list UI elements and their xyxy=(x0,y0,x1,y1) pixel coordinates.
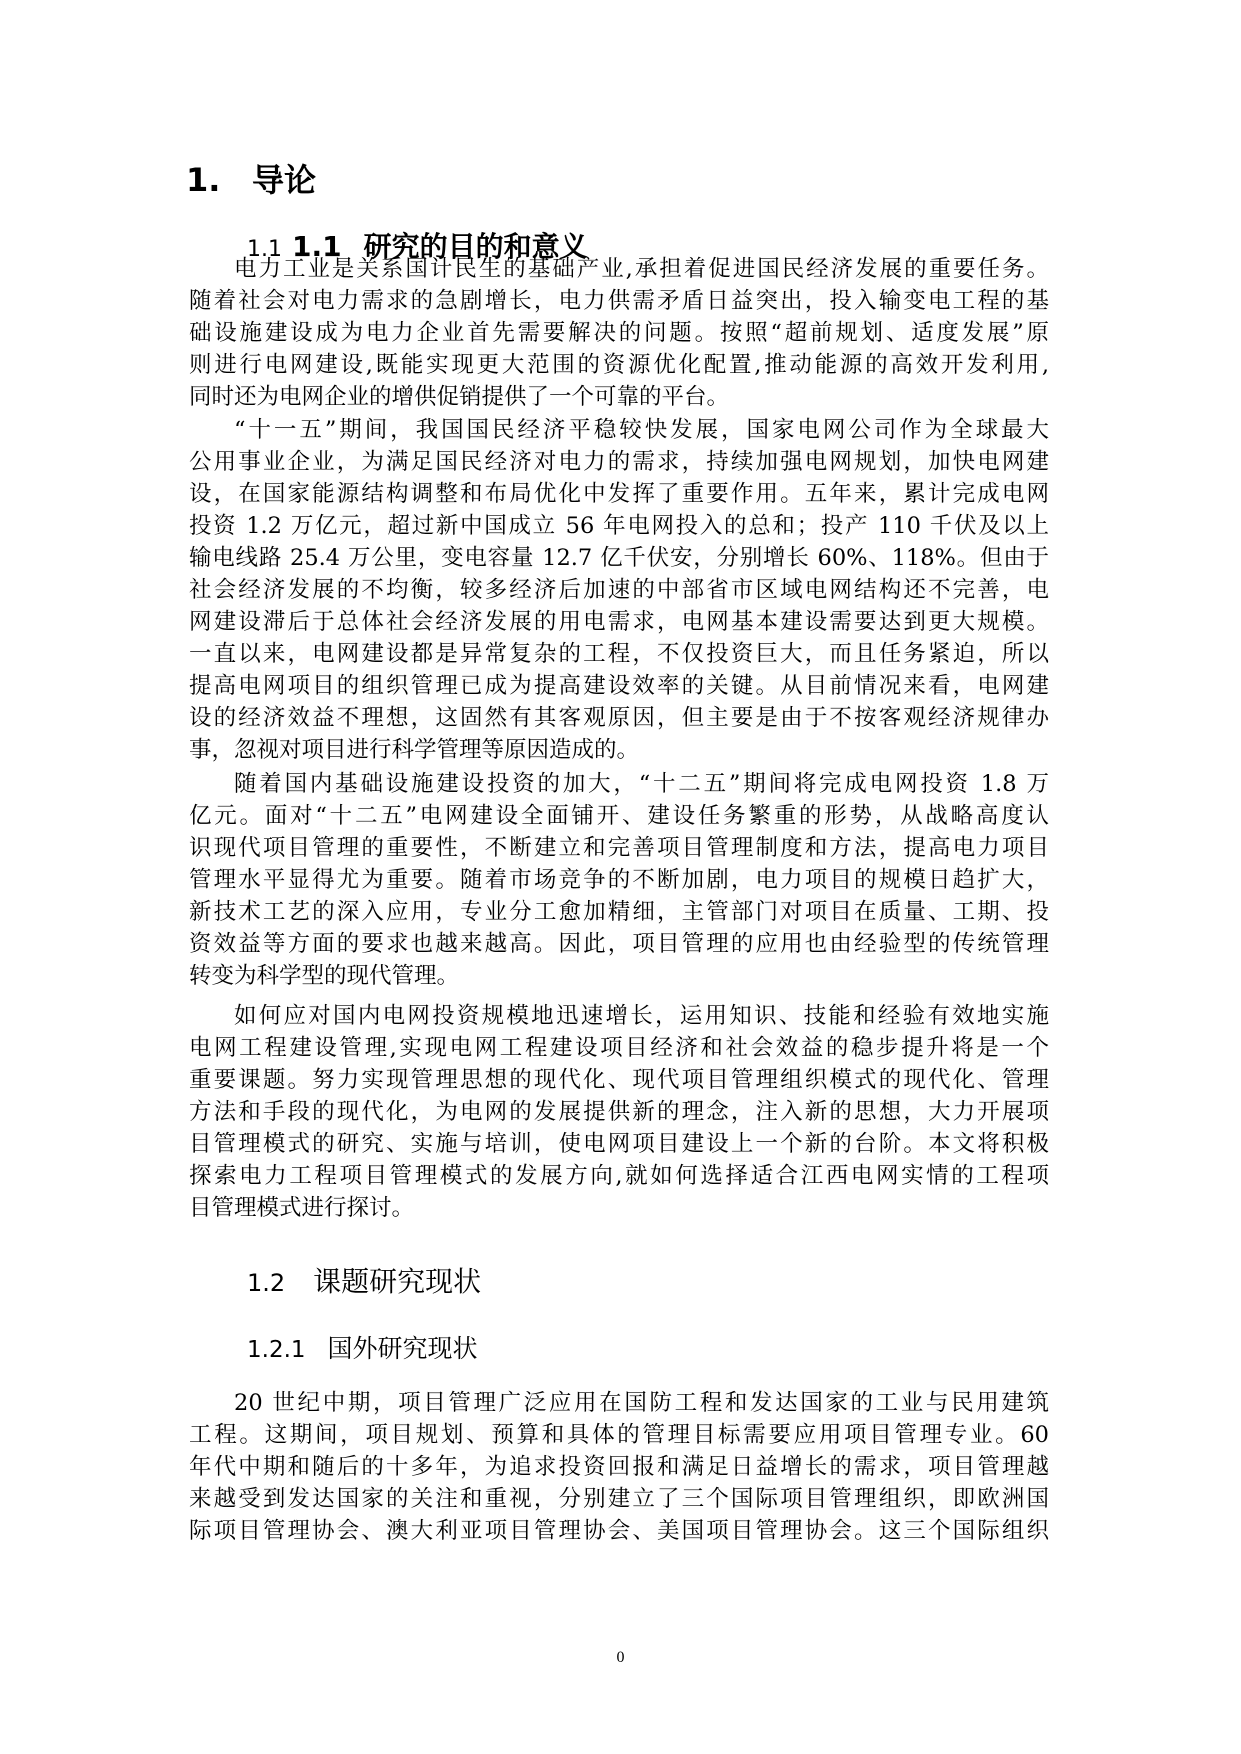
section-heading-1-2 xyxy=(247,1264,481,1301)
text-line: 亿元。面对“十二五”电网建设全面铺开、建设任务繁重的形势，从战略高度认 xyxy=(189,803,1049,829)
text-line: 社会经济发展的不均衡，较多经济后加速的中部省市区域电网结构还不完善，电 xyxy=(189,577,1049,603)
subsection-number: 1.2.1 xyxy=(247,1337,306,1363)
section-title: 课题研究现状 xyxy=(313,1265,482,1298)
text-line: 同时还为电网企业的增供促销提供了一个可靠的平台。 xyxy=(189,384,730,410)
text-line: 公用事业企业，为满足国民经济对电力的需求，持续加强电网规划，加快电网建 xyxy=(189,449,1049,475)
text-line: 电力工业是关系国计民生的基础产业,承担着促进国民经济发展的重要任务。 xyxy=(234,256,1049,282)
text-line: 资效益等方面的要求也越来越高。因此，项目管理的应用也由经验型的传统管理 xyxy=(189,931,1049,957)
subsection-title: 国外研究现状 xyxy=(327,1334,478,1363)
page-number: 0 xyxy=(616,1649,625,1666)
text-line: 随着社会对电力需求的急剧增长，电力供需矛盾日益突出，投入输变电工程的基 xyxy=(189,288,1049,314)
chapter-title: 导论 xyxy=(252,161,317,199)
text-line: 工程。这期间，项目规划、预算和具体的管理目标需要应用项目管理专业。60 xyxy=(189,1422,1049,1448)
subsection-heading-1-2-1 xyxy=(247,1332,478,1367)
text-line: 网建设滞后于总体社会经济发展的用电需求，电网基本建设需要达到更大规模。 xyxy=(189,609,1049,635)
text-line: 输电线路 25.4 万公里，变电容量 12.7 亿千伏安，分别增长 60%、118%。但由于 xyxy=(189,545,1049,571)
text-line: 年代中期和随后的十多年，为追求投资回报和满足日益增长的需求，项目管理越 xyxy=(189,1454,1049,1480)
text-line: 提高电网项目的组织管理已成为提高建设效率的关键。从目前情况来看，电网建 xyxy=(189,673,1049,699)
text-line: 事，忽视对项目进行科学管理等原因造成的。 xyxy=(189,737,640,763)
paragraph xyxy=(189,1000,1049,1224)
text-line: 重要课题。努力实现管理思想的现代化、现代项目管理组织模式的现代化、管理 xyxy=(189,1067,1049,1093)
paragraph xyxy=(189,253,1049,413)
text-line: 电网工程建设管理,实现电网工程建设项目经济和社会效益的稳步提升将是一个 xyxy=(189,1035,1049,1061)
text-line: 20 世纪中期，项目管理广泛应用在国防工程和发达国家的工业与民用建筑 xyxy=(234,1390,1049,1416)
chapter-number: 1. xyxy=(186,161,221,199)
paragraph xyxy=(189,414,1049,766)
section-prefix: 1.1 xyxy=(247,237,282,262)
section-number: 1.2 xyxy=(247,1269,286,1297)
text-line: 转变为科学型的现代管理。 xyxy=(189,963,460,989)
text-line: 方法和手段的现代化，为电网的发展提供新的理念，注入新的思想，大力开展项 xyxy=(189,1099,1049,1125)
text-line: 来越受到发达国家的关注和重视，分别建立了三个国际项目管理组织，即欧洲国 xyxy=(189,1486,1049,1512)
text-line: 投资 1.2 万亿元，超过新中国成立 56 年电网投入的总和；投产 110 千伏及以上 xyxy=(189,513,1049,539)
paragraph xyxy=(189,768,1049,992)
paragraph xyxy=(189,1387,1049,1547)
text-line: 则进行电网建设,既能实现更大范围的资源优化配置,推动能源的高效开发利用, xyxy=(189,352,1049,378)
section-number: 1.1 xyxy=(292,230,342,263)
text-line: 新技术工艺的深入应用，专业分工愈加精细，主管部门对项目在质量、工期、投 xyxy=(189,899,1049,925)
text-line: 探索电力工程项目管理模式的发展方向,就如何选择适合江西电网实情的工程项 xyxy=(189,1163,1049,1189)
text-line: “十一五”期间，我国国民经济平稳较快发展，国家电网公司作为全球最大 xyxy=(234,417,1049,443)
text-line: 设的经济效益不理想，这固然有其客观原因，但主要是由于不按客观经济规律办 xyxy=(189,705,1049,731)
text-line: 际项目管理协会、澳大利亚项目管理协会、美国项目管理协会。这三个国际组织 xyxy=(189,1518,1049,1544)
text-line: 设，在国家能源结构调整和布局优化中发挥了重要作用。五年来，累计完成电网 xyxy=(189,481,1049,507)
text-line: 识现代项目管理的重要性，不断建立和完善项目管理制度和方法，提高电力项目 xyxy=(189,835,1049,861)
text-line: 一直以来，电网建设都是异常复杂的工程，不仅投资巨大，而且任务紧迫，所以 xyxy=(189,641,1049,667)
text-line: 如何应对国内电网投资规模地迅速增长，运用知识、技能和经验有效地实施 xyxy=(234,1003,1049,1029)
text-line: 随着国内基础设施建设投资的加大，“十二五”期间将完成电网投资 1.8 万 xyxy=(234,771,1049,797)
chapter-heading xyxy=(186,160,316,200)
text-line: 目管理模式进行探讨。 xyxy=(189,1195,415,1221)
text-line: 目管理模式的研究、实施与培训，使电网项目建设上一个新的台阶。本文将积极 xyxy=(189,1131,1049,1157)
text-line: 管理水平显得尤为重要。随着市场竞争的不断加剧，电力项目的规模日趋扩大， xyxy=(189,867,1049,893)
text-line: 础设施建设成为电力企业首先需要解决的问题。按照“超前规划、适度发展”原 xyxy=(189,320,1049,346)
section-title: 研究的目的和意义 xyxy=(363,230,588,263)
